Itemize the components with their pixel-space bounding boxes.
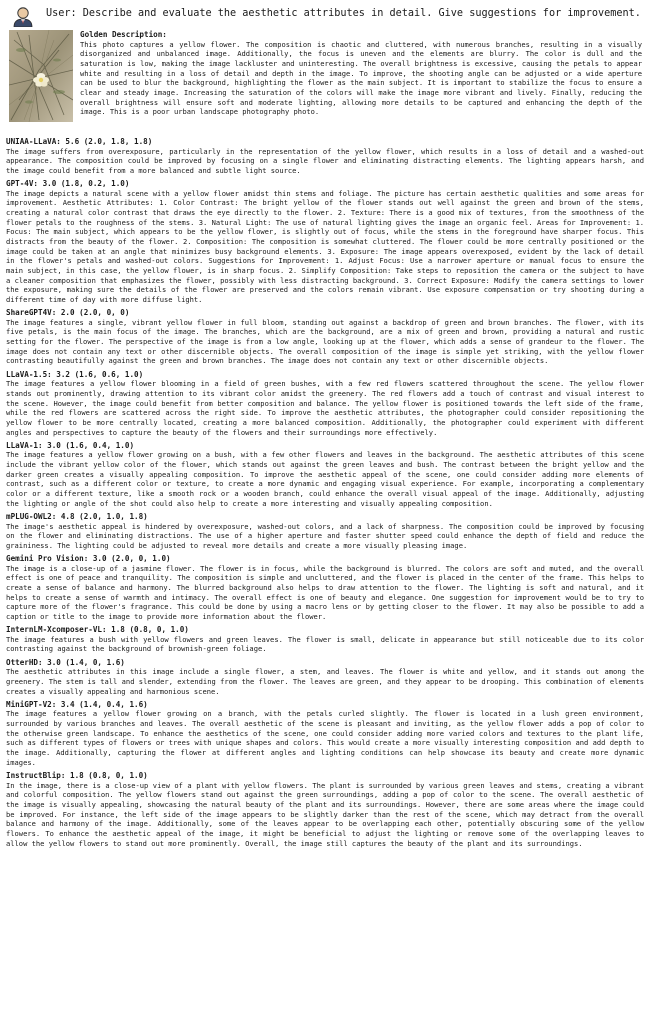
response-llava-1	[6, 441, 644, 509]
response-text: The image features a bush with yellow flowers and green leaves. The flower is small, delicate in appearance but still noticeable due to its color contrasting against the background of brownish-green foliage.	[6, 634, 644, 654]
model-responses	[6, 137, 644, 852]
response-text: The image's aesthetic appeal is hindered by overexposure, washed-out colors, and a lack of sharpness. The composition could be improved by focusing on the flower and eliminating distractions. The use of a higher aperture and faster shutter speed could enhance the depth of field and reduce the graininess. The lighting could be adjusted to reveal more details and create a more visually pleasing image.	[6, 521, 644, 550]
response-text: The aesthetic attributes in this image include a single flower, a stem, and leaves. The flower is white and yellow, and it stands out among the greenery. The stem is tall and slender, extending from the flower. The leaves are green, and they appear to be drooping. This combination of elements creates a visually appealing and harmonious scene.	[6, 667, 644, 696]
response-text: The image features a yellow flower growing on a bush, with a few other flowers and leaves in the background. The aesthetic attributes of this scene include the vibrant yellow color of the flower, which stands out against the green leaves and bush. The contrast between the bright yellow and the darker green creates a visually appealing composition. To improve the aesthetic appeal of the scene, one could consider adding more elements of contrast, such as a different color or texture, to create a more dynamic and engaging visual experience. For example, incorporating a complementary color or a different texture, like a smooth rock or a wooden branch, could enhance the overall visual appeal of the image. Additionally, adjusting the lighting or angle of the shot could also help to create a more interesting and visually appealing composition.	[6, 450, 644, 508]
response-header: GPT-4V: 3.0 (1.8, 0.2, 1.0)	[6, 179, 130, 189]
golden-description-text: This photo captures a yellow flower. The composition is chaotic and cluttered, with numerous branches, resulting in a visually disorganized and unbalanced image. Additionally, the focus is uneven and the elements are blurry. The color is dull and the saturation is low, making the image lackluster and uninteresting. The overall brightness is excessive, causing the petals to appear white and resulting in a loss of detail and depth in the image. To improve, the shooting angle can be adjusted or a wide aperture can be used to blur the background, highlighting the flower as the main subject. It is important to stabilize the focus to ensure a clear and steady image. Increasing the saturation of the colors will make the image more vibrant and lively. Finally, reducing the overall brightness will ensure soft and moderate lighting, allowing more details to be captured and enhancing the depth of the image. This is a poor urban landscape photography photo.	[80, 39, 642, 117]
response-text: In the image, there is a close-up view of a plant with yellow flowers. The plant is surrounded by various green leaves and stems, creating a vibrant and colorful composition. The yellow flowers stand out against the green surroundings, adding a pop of color to the scene. The overall aesthetic of the image is visually appealing, showcasing the natural beauty of the plant and its surroundings. However, there are some areas where the image could be improved. For instance, the left side of the image appears to be slightly darker than the rest of the scene, which may detract from the overall balance and harmony of the image. Additionally, some of the leaves appear to be overlapping each other, potentially obscuring some of the yellow flowers. To enhance the aesthetic appeal of the image, it might be beneficial to adjust the lighting or remove some of the overlapping leaves to allow the yellow flowers to stand out more prominently. Overall, the image still captures the beauty of the plant and its surroundings.	[6, 780, 644, 848]
response-text: The image features a single, vibrant yellow flower in full bloom, standing out against a backdrop of green and brown branches. The flower, with its five petals, is the main focus of the image. The branches, which are the background, are a mix of green and brown, providing a natural and rustic setting for the flower. The perspective of the image is from a low angle, looking up at the flower, which adds a sense of grandeur to the flower. The image does not contain any text or other discernible objects. The overall composition of the image is simple yet striking, with the yellow flower contrasting beautifully against the green and brown branches. The image does not contain any text or other discernible objects.	[6, 317, 644, 366]
response-text: The image features a yellow flower growing on a branch, with the petals curled slightly. The flower is located in a lush green environment, surrounded by various branches and leaves. The overall aesthetic of the scene is pleasant and inviting, as the yellow flower adds a pop of color to the otherwise green landscape. To enhance the aesthetics of the scene, one could consider adding more varied colors and textures to the plant life, such as different types of flowers or trees with unique shapes and colors. This would create a more visually interesting composition and add depth to the image. Additionally, capturing the flower at different angles and lighting conditions can help showcase its beauty and create more dynamic images.	[6, 709, 644, 767]
response-internlm-xcomposer-vl	[6, 625, 644, 654]
response-header: OtterHD: 3.0 (1.4, 0, 1.6)	[6, 657, 125, 667]
user-avatar-icon	[12, 5, 34, 27]
response-header: InternLM-Xcomposer-VL: 1.8 (0.8, 0, 1.0)	[6, 625, 189, 635]
response-gpt-4v	[6, 179, 644, 304]
response-text: The image depicts a natural scene with a yellow flower amidst thin stems and foliage. The picture has certain aesthetic qualities and some areas for improvement. Aesthetic Attributes: 1. Color Contrast: The bright yellow of the flower stands out well against the green and brown of the stems, creating a natural color contrast that draws the eye directly to the flower. 2. Texture: There is a good mix of textures, from the smoothness of the flower petals to the roughness of the stems. 3. Natural Light: The use of natural lighting gives the image an organic feel. Areas for Improvement: 1. Focus: The main subject, which appears to be the yellow flower, is slightly out of focus, while the stems in the foreground have sharper focus. This distracts from the beauty of the flower. 2. Composition: The composition is somewhat cluttered. The flower could be more centrally positioned or the image could be taken at an angle that minimizes busy background elements. 3. Exposure: The image appears overexposed, evident by the lack of detail in the flower's petals and washed-out colors. Suggestions for Improvement: 1. Adjust Focus: Use a narrower aperture or manual focus to ensure the main subject, in this case, the yellow flower, is in sharp focus. 2. Simplify Composition: Take steps to reposition the camera or the subject to have a cleaner composition that emphasizes the flower, possibly with less distracting background. 3. Correct Exposure: Modify the camera settings to lower the exposure, making sure the details of the flower are preserved and the colors remain vibrant. Use exposure compensation or try shooting during a different time of day with more diffuse light.	[6, 188, 644, 304]
response-header: UNIAA-LLaVA: 5.6 (2.0, 1.8, 1.8)	[6, 137, 153, 146]
response-llava-1-5	[6, 370, 644, 438]
golden-description-title: Golden Description:	[80, 30, 167, 39]
response-text: The image suffers from overexposure, particularly in the representation of the yellow flower, which results in a loss of detail and a washed-out appearance. The composition could be improved by focusing on a single flower and eliminating distracting elements. The lighting appears harsh, and the image could benefit from a more balanced and subtle light source.	[6, 146, 644, 175]
response-text: The image is a close-up of a jasmine flower. The flower is in focus, while the background is blurred. The colors are soft and muted, and the overall effect is one of peace and tranquility. The composition is simple and uncluttered, and the flower is placed in the center of the frame. This helps to create a sense of balance and harmony. The blurred background also helps to draw attention to the flower. The lighting is soft and natural, and it helps to create a sense of warmth and intimacy. The overall effect is one of beauty and elegance. One suggestion for improvement would be to try to capture more of the flower's fragrance. This could be done by using a macro lens or by getting closer to the flower. It may also be possible to add a caption or title to the image to provide more information about the flower.	[6, 563, 644, 621]
response-text: The image features a yellow flower blooming in a field of green bushes, with a few red flowers scattered throughout the scene. The yellow flower stands out prominently, drawing attention to its vibrant color amidst the greenery. The red flowers add a touch of contrast and visual interest to the scene. However, the image could benefit from better composition and balance. The yellow flower is positioned towards the left side of the frame, while the red flowers are scattered across the right side. To improve the aesthetic attributes, the photographer could consider repositioning the yellow flower to be more centrally located, creating a more balanced composition. Additionally, the photographer could experiment with different angles and perspectives to capture the beauty of the flowers and their surroundings more effectively.	[6, 379, 644, 437]
response-instructblip	[6, 771, 644, 848]
response-otterhd	[6, 658, 644, 697]
response-header: Gemini Pro Vision: 3.0 (2.0, 0, 1.0)	[6, 554, 171, 564]
response-header: ShareGPT4V: 2.0 (2.0, 0, 0)	[6, 308, 130, 318]
response-header: LLaVA-1: 3.0 (1.6, 0.4, 1.0)	[6, 440, 135, 450]
response-minigpt-v2	[6, 700, 644, 768]
response-header: InstructBlip: 1.8 (0.8, 0, 1.0)	[6, 771, 148, 780]
user-prompt-row	[12, 5, 642, 29]
golden-description	[80, 30, 642, 117]
response-sharegpt4v	[6, 308, 644, 366]
response-header: LLaVA-1.5: 3.2 (1.6, 0.6, 1.0)	[6, 369, 144, 379]
response-uniaa-llava	[6, 137, 644, 176]
user-prompt: User: Describe and evaluate the aesthetic attributes in detail. Give suggestions for improvement.	[46, 8, 641, 19]
response-header: mPLUG-OWL2: 4.8 (2.0, 1.0, 1.8)	[6, 511, 148, 521]
flower-photo-thumbnail	[9, 30, 73, 122]
response-mplug-owl2	[6, 512, 644, 551]
response-gemini-pro-vision	[6, 554, 644, 622]
response-header: MiniGPT-V2: 3.4 (1.4, 0.4, 1.6)	[6, 699, 148, 709]
